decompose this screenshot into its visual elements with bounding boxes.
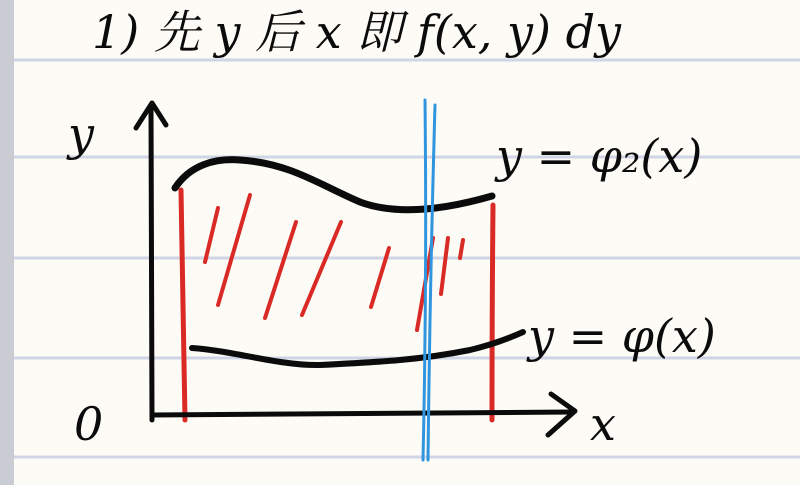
- y-axis-label: y: [68, 107, 94, 161]
- right-boundary-line: [492, 205, 493, 420]
- x-axis-label: x: [590, 397, 616, 451]
- upper-curve-label: y = φ₂(x): [496, 129, 703, 183]
- lower-curve-label: y = φ(x): [528, 309, 716, 363]
- origin-label: 0: [74, 397, 104, 451]
- x-axis: [152, 412, 572, 415]
- margin-strip: [0, 0, 14, 485]
- heading-text: 1) 先 y 后 x 即 f(x, y) dy: [92, 5, 622, 59]
- y-axis: [151, 108, 152, 420]
